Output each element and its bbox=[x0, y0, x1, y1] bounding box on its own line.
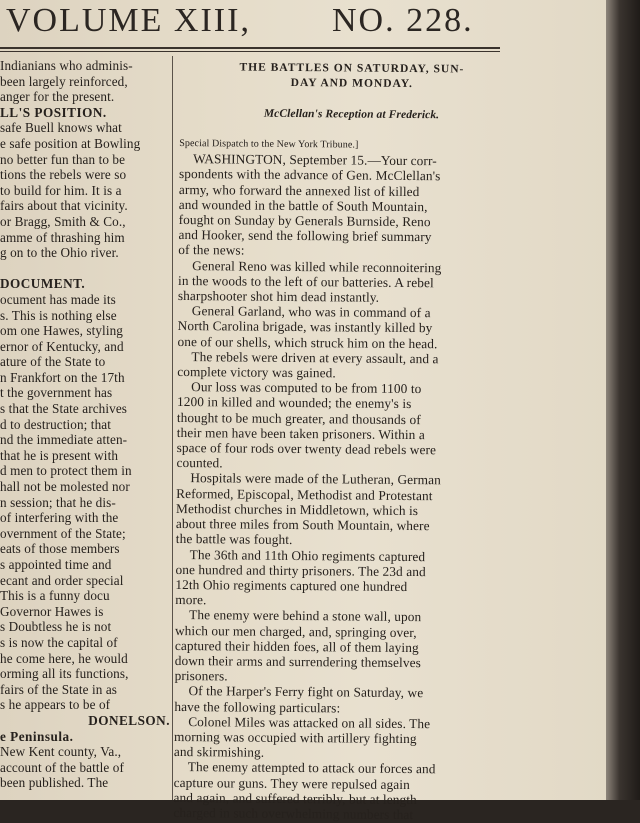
article-line: about three miles from South Mountain, where bbox=[175, 516, 430, 534]
article-line: Special Dispatch to the New York Tribune.] bbox=[179, 138, 359, 151]
left-column-line: s. This is nothing else bbox=[0, 307, 117, 323]
article-line: WASHINGTON, September 15.—Your corr- bbox=[193, 151, 437, 169]
article-line: McClellan's Reception at Frederick. bbox=[263, 107, 440, 121]
article-line: The 36th and 11th Ohio regiments captured bbox=[189, 546, 426, 564]
left-column-line: account of the battle of bbox=[0, 759, 124, 775]
left-column-line: Indianians who adminis- bbox=[0, 58, 133, 73]
article-line: space of four rods over twenty dead rebels were bbox=[176, 440, 437, 458]
left-column-line: n Frankfort on the 17th bbox=[0, 369, 125, 385]
article-line: and skirmishing. bbox=[173, 744, 265, 760]
article-line: North Carolina brigade, was instantly killed by bbox=[177, 318, 433, 336]
left-column-line: been largely reinforced, bbox=[0, 73, 128, 89]
article-line: counted. bbox=[176, 455, 223, 471]
left-column-line: he come here, he would bbox=[0, 650, 128, 666]
left-column-line: om one Hawes, styling bbox=[0, 323, 123, 339]
article-line: Colonel Miles was attacked on all sides. The bbox=[188, 713, 431, 731]
left-column-line: ature of the State to bbox=[0, 354, 106, 370]
left-column-line: Governor Hawes is bbox=[0, 603, 104, 619]
article-line: capture our guns. They were repulsed again bbox=[173, 774, 410, 792]
article-line: army, who forward the annexed list of killed bbox=[178, 181, 420, 199]
article-line: Methodist churches in Middletown, which is bbox=[176, 500, 419, 518]
left-column-line: s Doubtless he is not bbox=[0, 619, 112, 635]
left-column-line: e Peninsula. bbox=[0, 728, 74, 744]
left-column-line: d to destruction; that bbox=[0, 416, 111, 432]
left-column-line: or Bragg, Smith & Co., bbox=[0, 213, 126, 229]
left-column-line: ocument has made its bbox=[0, 291, 116, 307]
article-line: captured their hidden foes, all of them laying bbox=[174, 637, 419, 655]
article-line: Of the Harper's Ferry fight on Saturday, we bbox=[188, 683, 424, 701]
right-column-article bbox=[173, 60, 524, 823]
left-column-line: of interfering with the bbox=[0, 510, 119, 526]
left-column-line: tions the rebels were so bbox=[0, 167, 127, 183]
article-line: spondents with the advance of Gen. McClellan's bbox=[178, 166, 441, 184]
left-column-line: anger for the present. bbox=[0, 89, 115, 105]
masthead-rule bbox=[0, 47, 500, 49]
article-line: The enemy were behind a stone wall, upon bbox=[189, 607, 422, 625]
article-line: Our loss was computed to be from 1100 to bbox=[191, 379, 422, 397]
left-column-line: no better fun than to be bbox=[0, 151, 126, 167]
masthead-volume: VOLUME XIII, bbox=[6, 2, 251, 39]
masthead-number: NO. 228. bbox=[332, 2, 474, 39]
left-column bbox=[0, 58, 170, 800]
article-line: their men have been taken prisoners. Within a bbox=[176, 424, 425, 443]
article-line: and again, and suffered terribly, but at length bbox=[173, 789, 417, 807]
article-line: down their arms and surrendering themselves bbox=[174, 652, 421, 671]
left-column-line: been published. The bbox=[0, 775, 109, 791]
page-edge-shadow bbox=[606, 0, 640, 800]
article-line: DAY AND MONDAY. bbox=[290, 77, 413, 91]
article-line: in the woods to the left of our batteries. A rebel bbox=[178, 272, 434, 291]
article-line: one hundred and thirty prisoners. The 23d and bbox=[175, 561, 426, 579]
article-line: THE BATTLES ON SATURDAY, SUN- bbox=[239, 61, 465, 76]
left-column-line: d men to protect them in bbox=[0, 463, 132, 479]
left-column-line: DONELSON. bbox=[88, 712, 170, 728]
left-column-line: amme of thrashing him bbox=[0, 229, 125, 245]
left-column-line: to build for him. It is a bbox=[0, 182, 122, 198]
left-column-line: New Kent county, Va., bbox=[0, 744, 122, 760]
left-column-line: s that the State archives bbox=[0, 401, 128, 417]
left-column-line: DOCUMENT. bbox=[0, 276, 86, 292]
article-line: have the following particulars: bbox=[174, 698, 341, 715]
left-column-line: hall not be molested nor bbox=[0, 479, 130, 495]
article-line: and wounded in the battle of South Mountain, bbox=[178, 196, 428, 214]
article-line: 12th Ohio regiments captured one hundred bbox=[175, 576, 408, 594]
article-line: General Reno was killed while reconnoitering bbox=[192, 257, 442, 275]
left-column-line: safe Buell knows what bbox=[0, 120, 122, 136]
article-line: the battle was fought. bbox=[175, 531, 293, 548]
masthead bbox=[0, 0, 612, 46]
article-line: of the news: bbox=[178, 242, 245, 259]
left-column-line: ernor of Kentucky, and bbox=[0, 338, 124, 354]
article-line: and Hooker, send the following brief summary bbox=[178, 227, 432, 245]
left-column-line: orming all its functions, bbox=[0, 666, 129, 682]
article-line: morning was occupied with artillery fighting bbox=[174, 728, 417, 747]
left-column-line: g on to the Ohio river. bbox=[0, 245, 119, 261]
article-line: charged in such overwhelming numbers that bbox=[173, 804, 414, 823]
article-line: The enemy attempted to attack our forces and bbox=[187, 759, 436, 777]
left-column-line: n session; that he dis- bbox=[0, 494, 116, 510]
masthead-rule-thin bbox=[0, 51, 500, 52]
left-column-line: e safe position at Bowling bbox=[0, 135, 141, 151]
article-line: General Garland, who was in command of a bbox=[191, 303, 431, 321]
left-column-line: eats of those members bbox=[0, 541, 120, 557]
left-column-line: fairs about that vicinity. bbox=[0, 198, 128, 214]
left-column-line: ecant and order special bbox=[0, 572, 124, 588]
left-column-line: s is now the capital of bbox=[0, 634, 118, 650]
article-line: The rebels were driven at every assault, and a bbox=[191, 348, 439, 367]
article-line: Reformed, Episcopal, Methodist and Protestant bbox=[176, 485, 433, 503]
article-line: thought to be much greater, and thousands of bbox=[176, 409, 421, 427]
left-column-line: t the government has bbox=[0, 385, 113, 401]
article-line: 1200 in killed and wounded; the enemy's is bbox=[176, 394, 412, 412]
left-column-line: s he appears to be of bbox=[0, 697, 111, 713]
article-line: fought on Sunday by Generals Burnside, Reno bbox=[178, 212, 431, 230]
left-column-line: nd the immediate atten- bbox=[0, 432, 128, 448]
article-line: which our men charged, and, springing over, bbox=[174, 622, 417, 640]
article-line: prisoners. bbox=[174, 668, 228, 684]
left-column-line: fairs of the State in as bbox=[0, 681, 118, 697]
column-divider bbox=[172, 56, 173, 800]
left-column-line: LL'S POSITION. bbox=[0, 104, 107, 120]
left-column-line: overnment of the State; bbox=[0, 525, 126, 541]
left-column-line: s appointed time and bbox=[0, 557, 112, 572]
article-line: Hospitals were made of the Lutheran, German bbox=[190, 470, 441, 488]
article-line: one of our shells, which struck him on the head. bbox=[177, 333, 438, 351]
article-line: sharpshooter shot him dead instantly. bbox=[177, 288, 380, 305]
left-column-line: that he is present with bbox=[0, 447, 119, 463]
article-line: more. bbox=[175, 592, 207, 608]
article-line: complete victory was gained. bbox=[177, 364, 336, 381]
left-column-line bbox=[0, 261, 170, 277]
left-column-line: This is a funny docu bbox=[0, 588, 110, 604]
